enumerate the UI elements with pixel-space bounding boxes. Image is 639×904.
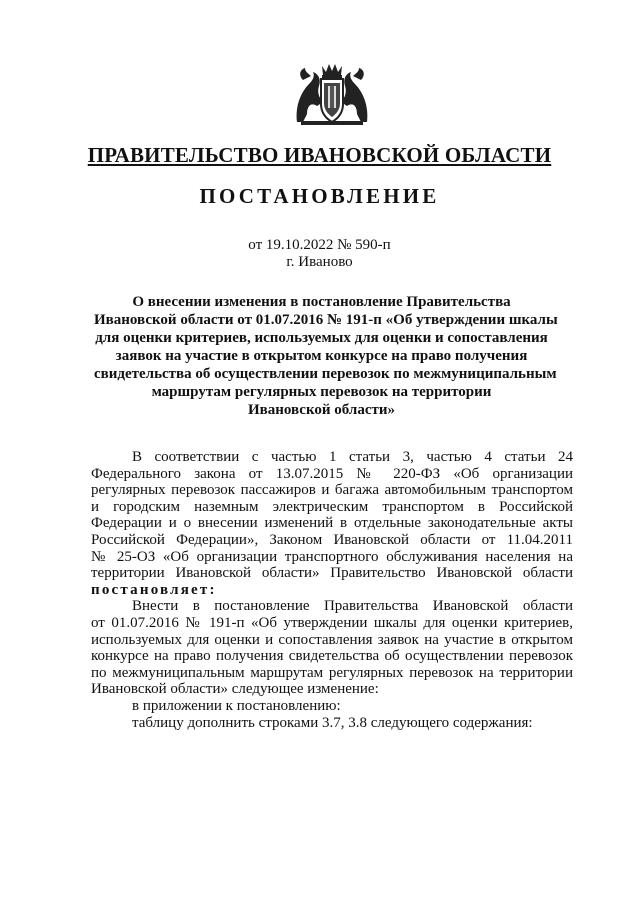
body-line: в приложении к постановлению: bbox=[132, 697, 341, 714]
body-line: используемых для оценки и сопоставления заявок на участие в открытом bbox=[91, 631, 573, 648]
title-line: О внесении изменения в постановление Правительства bbox=[132, 294, 511, 310]
body-line: В соответствии с частью 1 статьи 3, частью 4 статьи 24 bbox=[132, 449, 573, 465]
title-line: для оценки критериев, используемых для оценки и сопоставления bbox=[95, 330, 548, 346]
document-meta bbox=[0, 237, 639, 271]
body-line: таблицу дополнить строками 3.7, 3.8 следующего содержания: bbox=[132, 714, 533, 731]
body-line: конкурсе на право получения свидетельства об осуществлении перевозок bbox=[91, 648, 573, 665]
body-line: Федерального закона от 13.07.2015 № 220-ФЗ «Об организации bbox=[91, 465, 573, 482]
coat-of-arms-icon bbox=[293, 62, 371, 126]
date-number: от 19.10.2022 № 590-п bbox=[248, 237, 391, 253]
body-line: Внести в постановление Правительства Ивановской области bbox=[132, 598, 573, 615]
title-line: Ивановской области от 01.07.2016 № 191-п «Об утверждении шкалы bbox=[94, 312, 558, 328]
title-line: маршрутам регулярных перевозок на территории bbox=[151, 384, 492, 400]
body-line: территории Ивановской области» Правительство Ивановской области bbox=[91, 565, 573, 582]
document-body bbox=[91, 449, 573, 731]
title-line: заявок на участие в открытом конкурсе на право получения bbox=[115, 348, 528, 364]
document-title bbox=[94, 293, 558, 419]
body-line: регулярных перевозок пассажиров и багажа автомобильным транспортом bbox=[91, 482, 573, 499]
body-line: Российской Федерации», Законом Ивановской области от 11.04.2011 bbox=[91, 531, 573, 548]
body-line: от 01.07.2016 № 191-п «Об утверждении шкалы для оценки критериев, bbox=[91, 614, 573, 631]
document-type: ПОСТАНОВЛЕНИЕ bbox=[199, 184, 440, 208]
body-line: Федерации и о внесении изменений в отдельные законодательные акты bbox=[91, 515, 573, 532]
resolves-word: постановляет: bbox=[91, 581, 217, 598]
city: г. Иваново bbox=[286, 254, 353, 270]
body-line: и городским наземным электрическим транспортом в Российской bbox=[91, 498, 573, 515]
body-line: № 25-ОЗ «Об организации транспортного обслуживания населения на bbox=[91, 548, 573, 565]
organization-name: ПРАВИТЕЛЬСТВО ИВАНОВСКОЙ ОБЛАСТИ bbox=[87, 143, 552, 167]
title-line: свидетельства об осуществлении перевозок по межмуниципальным bbox=[94, 366, 557, 382]
body-line: Ивановской области» следующее изменение: bbox=[91, 681, 379, 698]
title-line: Ивановской области» bbox=[247, 402, 396, 418]
body-line: по межмуниципальным маршрутам регулярных перевозок на территории bbox=[91, 664, 573, 681]
